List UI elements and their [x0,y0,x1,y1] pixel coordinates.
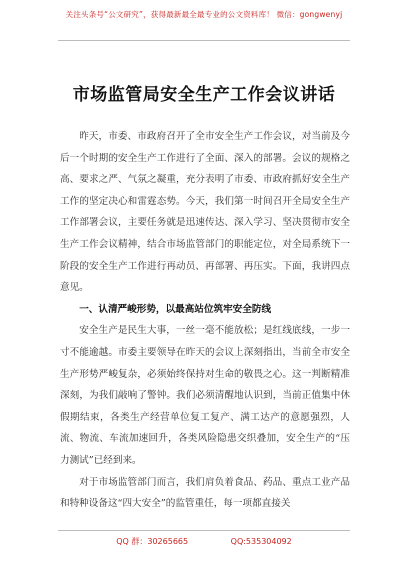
paragraph-section-1-cont: 对于市场监管部门而言，我们肩负着食品、药品、重点工业产品和特种设备这“四大安全”的监管重任，每一项都直接关 [60,476,350,510]
document-title: 市场监管局安全生产工作会议讲话 [72,85,336,105]
header-promo-note: 关注头条号“公文研究”，获得最新最全最专业的公文资料库！ 微信：gongwenyj [65,10,343,19]
footer-contact [0,536,408,547]
footer-qq-number: QQ:535304092 [230,537,292,546]
section-heading-1: 一、认清严峻形势，以最高站位筑牢安全防线 [79,303,272,315]
paragraph-section-1: 安全生产是民生大事，一丝一毫不能放松；是红线底线，一步一寸不能逾越。市委主要领导在昨天的会议上深刻指出，当前全市安全生产形势严峻复杂，必须始终保持对生命的敬畏之心。这一判断精准深刻，为我们敲响了警钟。我们必须清醒地认识到，当前正值集中休假期结束，各类生产经营单位复工复产、满工达产的意愿强烈，人流、物流、车流加速回升，各类风险隐患交织叠加，安全生产的“压力测试”已经到来。 [60,325,350,466]
header-divider [58,40,350,41]
footer-divider [58,530,350,531]
document-body [60,126,350,515]
footer-qq-group: QQ 群：30265665 [116,537,189,546]
paragraph-intro: 昨天，市委、市政府召开了全市安全生产工作会议，对当前及今后一个时期的安全生产工作进行了全面、深入的部署。会议的规格之高、要求之严、气氛之凝重，充分表明了市委、市政府抓好安全生产工作的坚定决心和雷霆态势。今天，我们第一时间召开全局安全生产工作部署会议，主要任务就是迅速传达、深入学习、坚决贯彻市安全生产工作会议精神，结合市场监管部门的职能定位，对全局系统下一阶段的安全生产工作进行再动员、再部署、再压实。下面，我讲四点意见。 [60,131,350,294]
